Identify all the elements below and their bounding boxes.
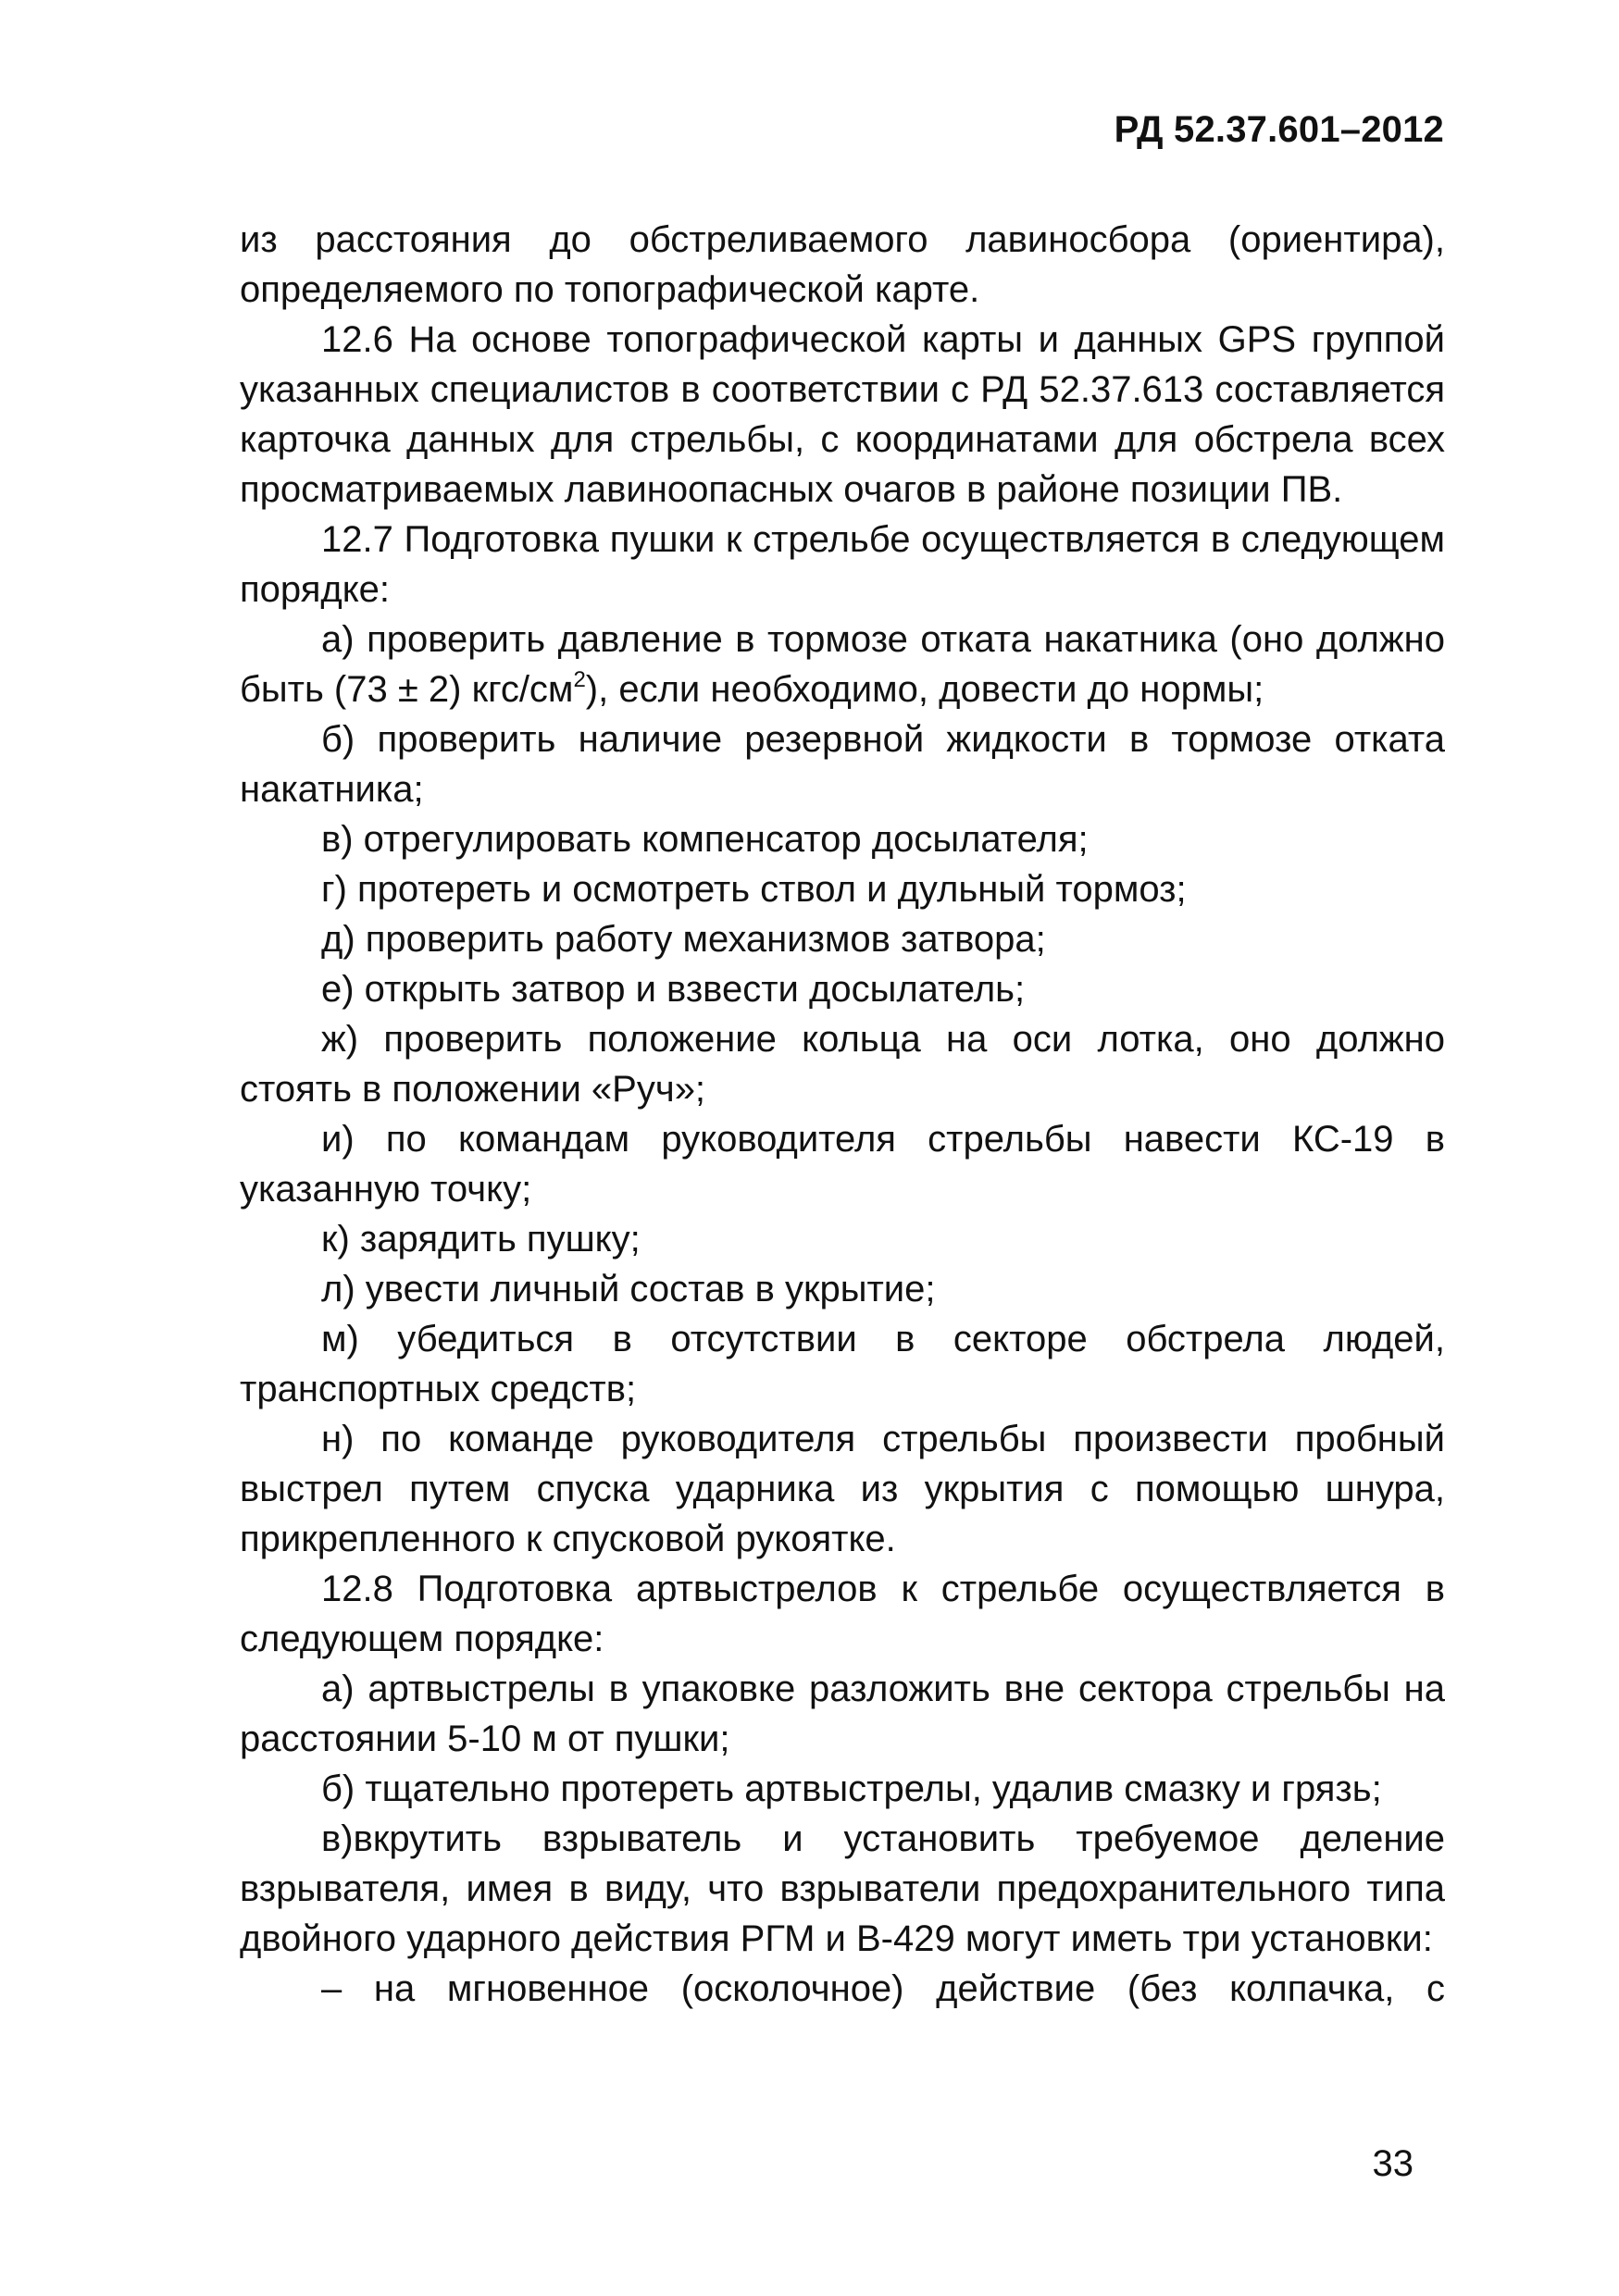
page-number: 33: [1372, 2143, 1414, 2184]
paragraph-12-8: 12.8 Подготовка артвыстрелов к стрельбе осуществляется в следующем порядке:: [240, 1569, 1445, 1659]
list-item-a-2: а) артвыстрелы в упаковке разложить вне сектора стрельбы на расстоянии 5-10 м от пушки;: [240, 1669, 1445, 1759]
list-item-g: г) протереть и осмотреть ствол и дульный тормоз;: [321, 869, 1187, 910]
list-item-zh: ж) проверить положение кольца на оси лотка, оно должно стоять в положении «Руч»;: [240, 1019, 1445, 1110]
list-item-m: м) убедиться в отсутствии в секторе обстрела людей, транспортных средств;: [240, 1319, 1445, 1409]
paragraph: из расстояния до обстреливаемого лавиносбора (ориентира), определяемого по топографической карте.: [240, 219, 1445, 310]
list-item-a: [240, 614, 1445, 714]
list-item-l: л) увести личный состав в укрытие;: [321, 1269, 936, 1309]
dash-item: – на мгновенное (осколочное) действие (без колпачка, с: [321, 1968, 1445, 2009]
paragraph-12-6: 12.6 На основе топографической карты и данных GPS группой указанных специалистов в соответствии с РД 52.37.613 составляется карточка данных для стрельбы, с координатами для обстрела всех просматриваемых лавиноопасных очагов в районе позиции ПВ.: [240, 319, 1445, 510]
list-item-v-2: в)вкрутить взрыватель и установить требуемое деление взрывателя, имея в виду, что взрыватели предохранительного типа двойного ударного действия РГМ и В-429 могут иметь три установки:: [240, 1818, 1445, 1959]
list-item-text: а) проверить давление в тормозе отката накатника (оно должно быть (73 ± 2) кгс/см: [240, 619, 1445, 710]
superscript: 2: [573, 666, 586, 692]
list-item-i: и) по командам руководителя стрельбы навести КС-19 в указанную точку;: [240, 1119, 1445, 1210]
list-item-n: н) по команде руководителя стрельбы произвести пробный выстрел путем спуска ударника из укрытия с помощью шнура, прикрепленного к спусковой рукоятке.: [240, 1419, 1445, 1559]
page-body: [240, 215, 1445, 2014]
list-item-b-2: б) тщательно протереть артвыстрелы, удалив смазку и грязь;: [321, 1769, 1382, 1809]
list-item-e: е) открыть затвор и взвести досылатель;: [321, 969, 1026, 1010]
list-item-v: в) отрегулировать компенсатор досылателя;: [321, 819, 1089, 860]
document-code-header: РД 52.37.601–2012: [1114, 109, 1444, 150]
list-item-b: б) проверить наличие резервной жидкости в тормозе отката накатника;: [240, 719, 1445, 810]
paragraph-12-7: 12.7 Подготовка пушки к стрельбе осуществляется в следующем порядке:: [240, 519, 1445, 610]
list-item-k: к) зарядить пушку;: [321, 1219, 641, 1260]
list-item-d: д) проверить работу механизмов затвора;: [321, 919, 1046, 960]
list-item-text: ), если необходимо, довести до нормы;: [585, 669, 1264, 710]
